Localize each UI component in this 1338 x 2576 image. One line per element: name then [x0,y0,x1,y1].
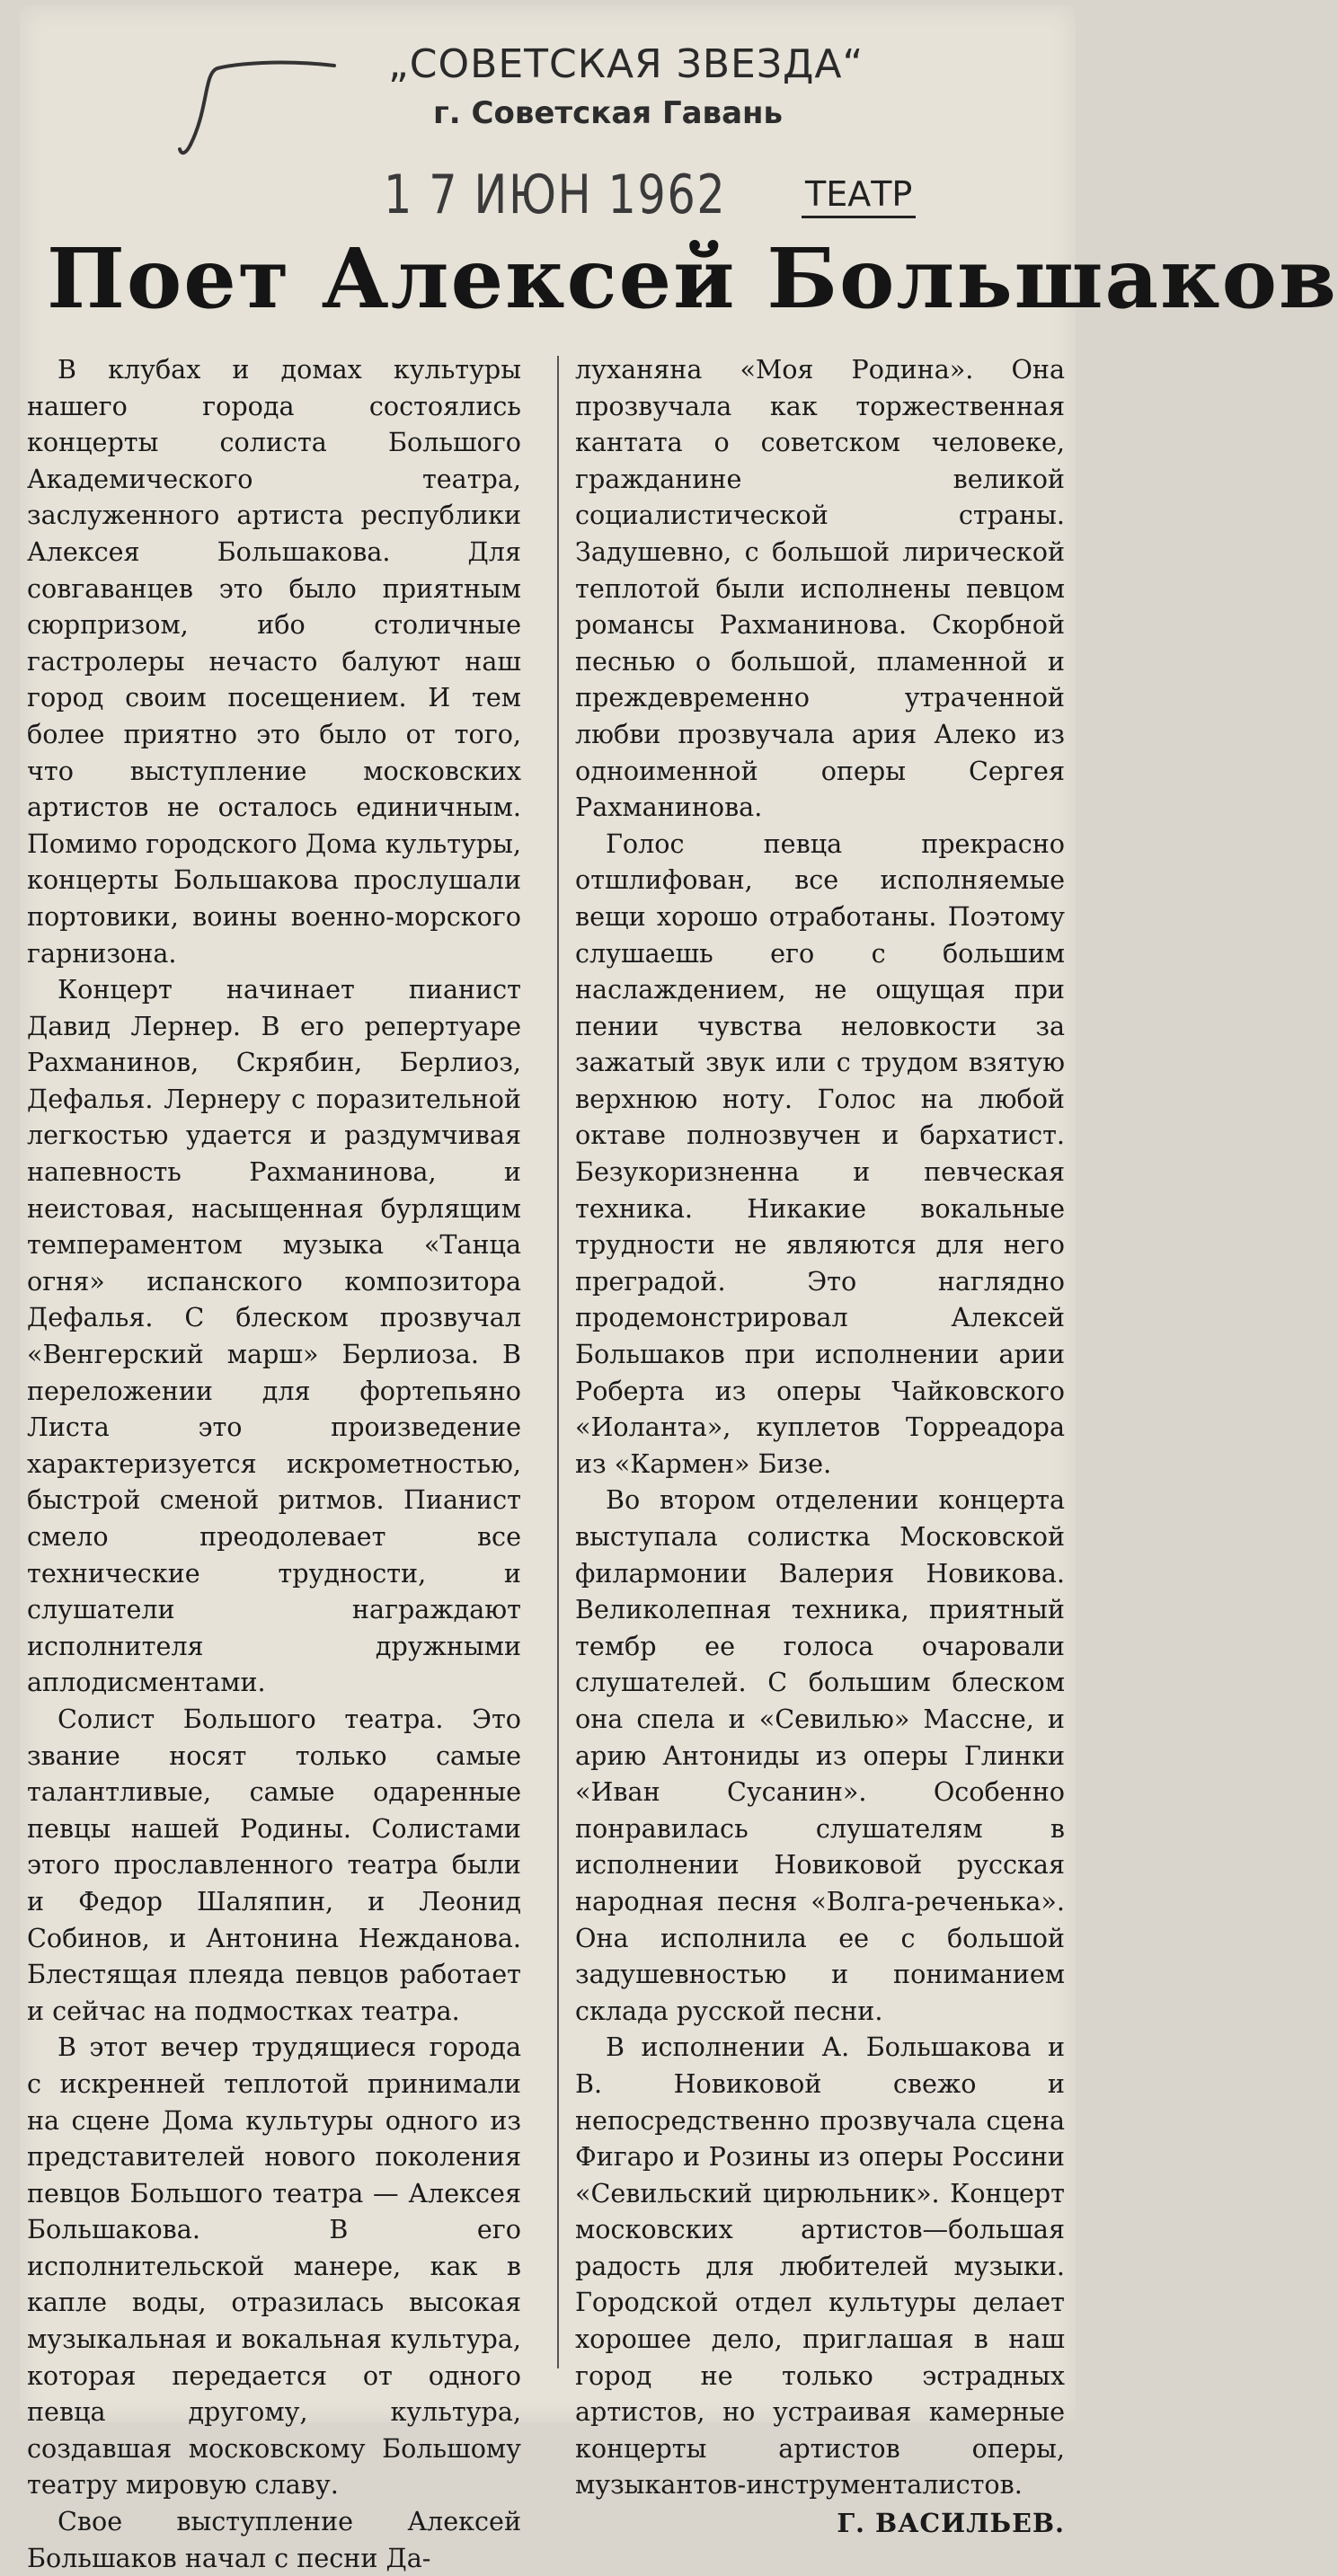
paragraph: луханяна «Моя Родина». Она прозвучала как торжественная кантата о советском человеке, гражданине великой социалистической страны. Задушевно, с большой лирической теплотой были исполнены певцом романсы Рахманинова. Скорбной песнью о большой, пламенной и преждевременно утраченной любви прозвучала ария Алеко из одноименной оперы Сергея Рахманинова. [575,354,1065,823]
rubric-label: ТЕАТР [802,174,916,218]
column-divider [557,356,559,2368]
paragraph: Голос певца прекрасно отшлифован, все исполняемые вещи хорошо отработаны. Поэтому слушаешь его с большим наслаждением, не ощущая при пении чувства неловкости за зажатый звук или с трудом взятую верхнюю ноту. Голос на любой октаве полнозвучен и бархатист. Безукоризненна и певческая техника. Никакие вокальные трудности не являются для него преградой. Это наглядно продемонстрировал Алексей Большаков при исполнении арии Роберта из оперы Чайковского «Иоланта», куплетов Торреадора из «Кармен» Бизе. [575,828,1065,1479]
paragraph: В клубах и домах культуры нашего города состоялись концерты солиста Большого Академического театра, заслуженного артиста республики Алексея Большакова. Для совгаванцев это было приятным сюрпризом, ибо столичные гастролеры нечасто балуют наш город своим посещением. И тем более приятно это было от того, что выступление московских артистов не осталось единичным. Помимо городского Дома культуры, концерты Большакова прослушали портовики, воины военно-морского гарнизона. [27,354,521,969]
paragraph: Концерт начинает пианист Давид Лернер. В его репертуаре Рахманинов, Скрябин, Берлиоз, Дефалья. Лернеру с поразительной легкостью удается и раздумчивая напевность Рахманинова, и неистовая, насыщенная бурлящим темпераментом музыка «Танца огня» испанского композитора Дефалья. С блеском прозвучал «Венгерский марш» Берлиоза. В переложении для фортепьяно Листа это произведение характеризуется искрометностью, быстрой сменой ритмов. Пианист смело преодолевает все технические трудности, и слушатели награждают исполнителя дружными аплодисментами. [27,974,521,1698]
paragraph: Солист Большого театра. Это звание носят только самые талантливые, самые одаренные певцы нашей Родины. Солистами этого прославленного театра были и Федор Шаляпин, и Леонид Собинов, и Антонина Нежданова. Блестящая плеяда певцов работает и сейчас на подмостках театра. [27,1703,521,2026]
clipping-stamp [20,5,1076,226]
newspaper-clipping [20,5,1338,2573]
newspaper-name: „СОВЕТСКАЯ ЗВЕЗДА“ [388,41,864,87]
paragraph: В исполнении А. Большакова и В. Новиковой свежо и непосредственно прозвучала сцена Фигаро и Розины из оперы Россини «Севильский цирюльник». Концерт московских артистов—большая радость для любителей музыки. Городской отдел культуры делает хорошее дело, приглашая в наш город не только эстрадных артистов, но устраивая камерные концерты артистов оперы, музыкантов-инструменталистов. [575,2032,1065,2501]
article-headline: Поет Алексей Большаков [47,230,1338,327]
paragraph: Во втором отделении концерта выступала солистка Московской филармонии Валерия Новикова. Великолепная техника, приятный тембр ее голоса очаровали слушателей. С большим блеском она спела и «Севилью» Массне, и арию Антониды из оперы Глинки «Иван Сусанин». Особенно понравилась слушателям в исполнении Новиковой русская народная песня «Волга-реченька». Она исполнила ее с большой задушевностью и пониманием склада русской песни. [575,1484,1065,2026]
handwritten-mark-icon [155,55,352,163]
paragraph: Свое выступление Алексей Большаков начал с песни Да- [27,2506,521,2573]
paragraph: В этот вечер трудящиеся города с искренней теплотой принимали на сцене Дома культуры одного из представителей нового поколения певцов Большого театра — Алексея Большакова. В его исполнительской манере, как в капле воды, отразилась высокая музыкальная и вокальная культура, которая передается от одного певца другому, культура, создавшая московскому Большому театру мировую славу. [27,2032,521,2501]
article-column-left [27,351,521,2576]
author-signature: Г. ВАСИЛЬЕВ. [837,2508,1065,2539]
article-column-right [575,351,1065,2542]
newspaper-city: г. Советская Гавань [433,95,784,131]
date-stamp: 1 7 ИЮН 1962 [384,164,727,226]
